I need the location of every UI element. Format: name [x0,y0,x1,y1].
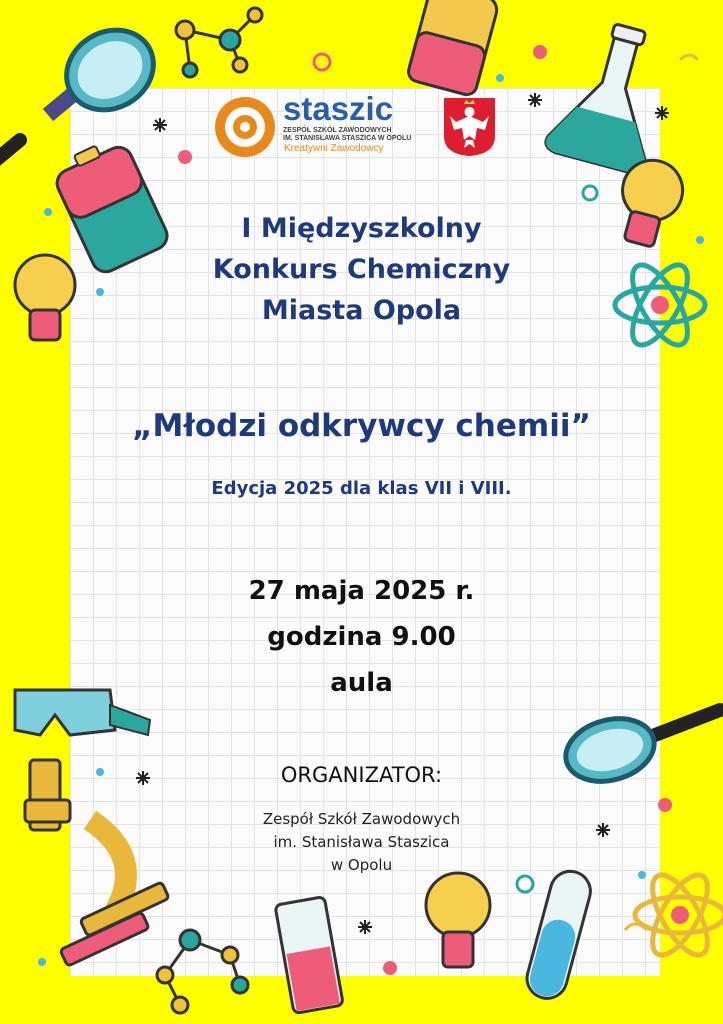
logo-school-line2: IM. STANISŁAWA STASZICA W OPOLU [283,135,412,142]
battery-icon [406,0,499,97]
title-line3: Miasta Opola [261,295,462,326]
title-line1: I Międzyszkolny [241,213,482,244]
molecule-icon [157,930,248,1013]
logo-school-name [283,127,411,143]
organizer-heading: ORGANIZATOR: [280,763,443,787]
flask-icon [544,14,679,176]
event-date: 27 maja 2025 r. [248,576,475,606]
contest-motto: „Młodzi odkrywcy chemii” [132,408,591,444]
measuring-cylinder-icon [275,897,343,1014]
event-details [0,568,723,706]
staszic-logo-icon [210,92,280,162]
atom-icon [635,867,723,963]
organizer-line2: im. Stanisława Staszica [273,833,450,851]
event-place: aula [330,668,393,698]
organizer-line3: w Opolu [330,856,393,874]
molecule-icon [176,8,262,77]
organizer-name [0,808,723,877]
logo-wordmark: staszic [283,90,394,127]
edition-info: Edycja 2025 dla klas VII i VIII. [211,478,512,499]
organizer-line1: Zespół Szkół Zawodowych [262,810,461,828]
title-line2: Konkurs Chemiczny [212,254,511,285]
lightbulb-icon [426,873,490,967]
magnifier-icon [0,15,168,165]
event-time: godzina 9.00 [267,622,456,652]
logo-school-line1: ZESPÓŁ SZKÓŁ ZAWODOWYCH [283,127,392,134]
polish-coat-of-arms-icon [442,96,497,158]
contest-title [0,208,723,331]
logo-tagline: Kreatywni Zawodowcy [284,143,384,154]
